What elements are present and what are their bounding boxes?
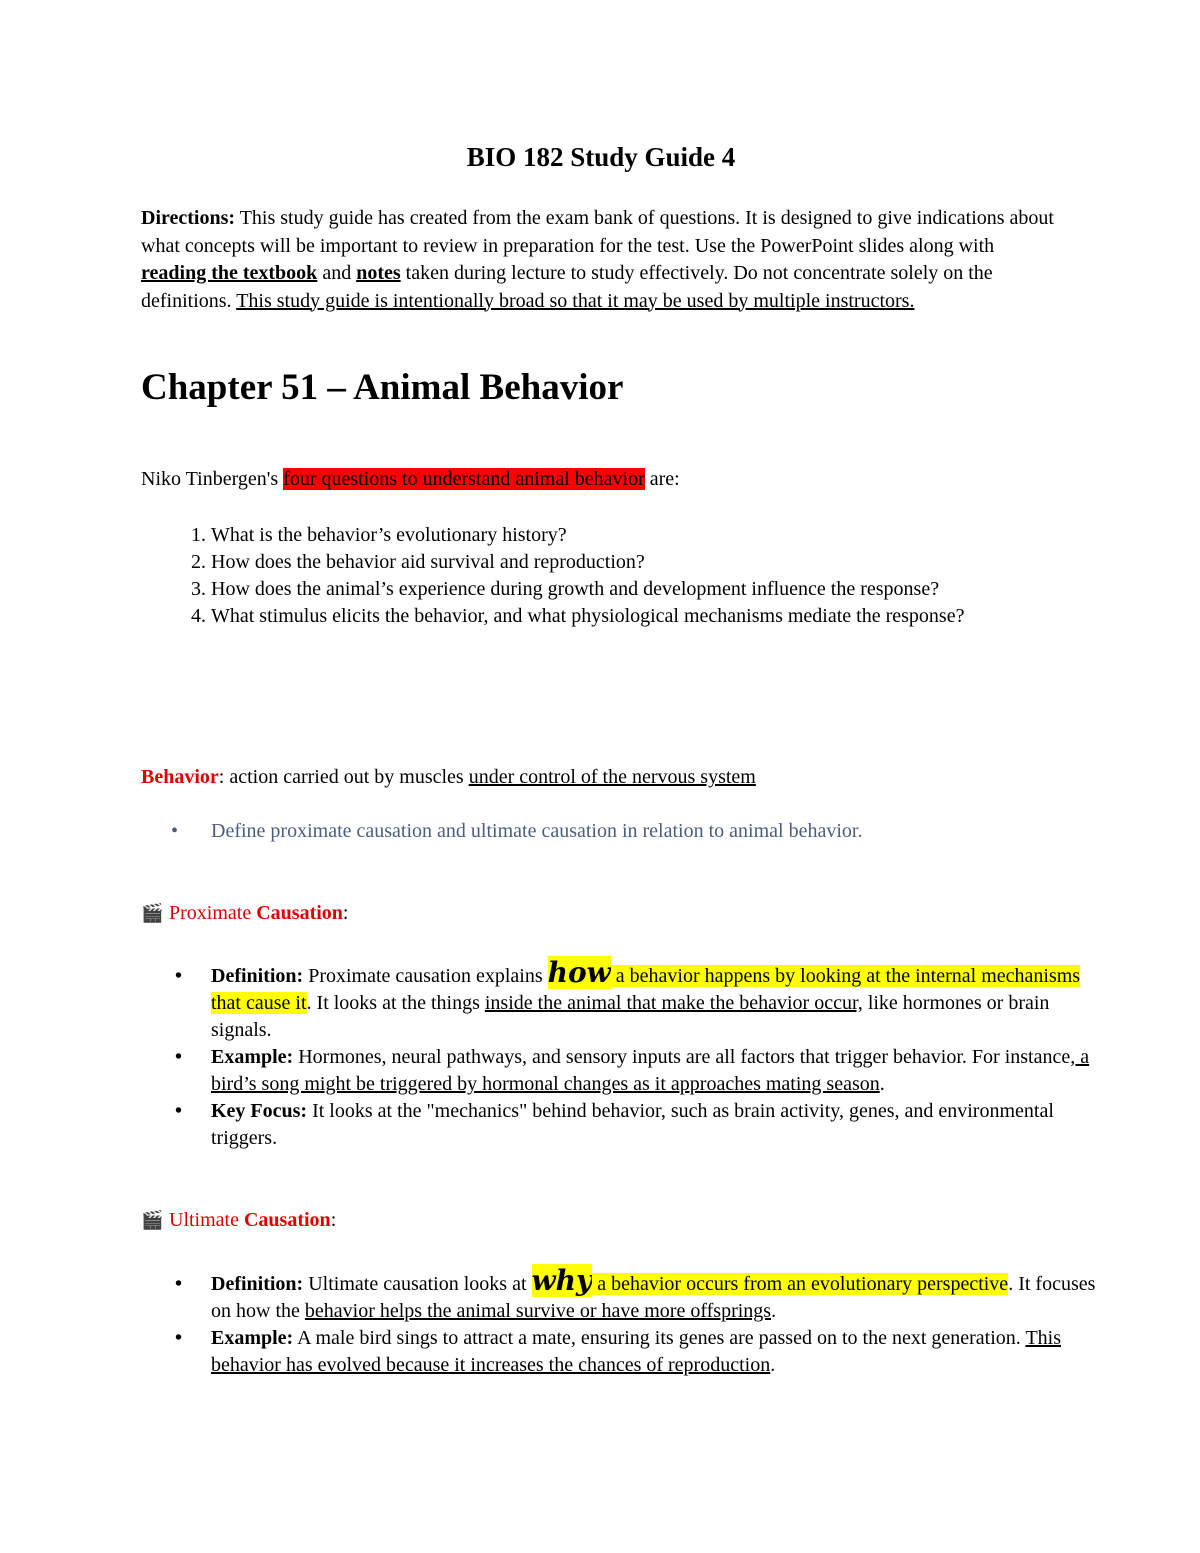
- example-underlined: This behavior has evolved because it increases the chances of reproduction: [211, 1327, 1061, 1376]
- intro-highlight: four questions to understand animal behavior: [283, 468, 645, 490]
- list-item: [175, 1264, 1111, 1325]
- bullet-icon: •: [175, 1327, 183, 1349]
- list-item: [175, 1098, 1111, 1152]
- directions-label: Directions:: [141, 207, 236, 229]
- key-focus-label: Key Focus:: [211, 1100, 308, 1122]
- ultimate-colon: :: [330, 1209, 337, 1231]
- definition-text-b: . It focuses on how the: [211, 1273, 1096, 1322]
- example-label: Example:: [211, 1046, 294, 1068]
- chapter-heading: Chapter 51 – Animal Behavior: [141, 367, 624, 408]
- why-emphasis: why: [531, 1264, 593, 1297]
- ultimate-word: Ultimate: [169, 1209, 239, 1231]
- definition-text-c: .: [771, 1300, 777, 1322]
- list-item: 1. What is the behavior’s evolutionary history?: [211, 522, 1111, 549]
- definition-underlined: inside the animal that make the behavior occur,: [484, 992, 863, 1014]
- clapperboard-icon: 🎬: [141, 903, 164, 923]
- definition-label: Definition:: [211, 965, 304, 987]
- definition-highlight: a behavior occurs from an evolutionary perspective: [592, 1273, 1009, 1295]
- list-item: [175, 1044, 1111, 1098]
- clapperboard-icon: 🎬: [141, 1210, 164, 1230]
- proximate-causation-word: Causation: [256, 902, 343, 924]
- example-text: A male bird sings to attract a mate, ensuring its genes are passed on to the next generation.: [293, 1327, 1026, 1349]
- objective-text: Define proximate causation and ultimate causation in relation to animal behavior.: [211, 820, 863, 842]
- reading-textbook-emphasis: reading the textbook: [141, 262, 318, 284]
- ultimate-list: [141, 1264, 1111, 1379]
- ultimate-heading: [141, 1209, 336, 1232]
- bullet-icon: •: [175, 965, 183, 987]
- tinbergen-intro: [141, 468, 680, 491]
- proximate-list: [141, 956, 1111, 1152]
- tinbergen-questions-list: [141, 522, 1111, 630]
- proximate-word: Proximate: [169, 902, 252, 924]
- bullet-icon: •: [175, 1046, 183, 1068]
- list-item: 3. How does the animal’s experience during growth and development influence the response?: [211, 576, 1111, 603]
- behavior-text: : action carried out by muscles: [218, 766, 469, 788]
- definition-text: Proximate causation explains: [303, 965, 548, 987]
- intro-after: are:: [644, 468, 680, 490]
- learning-objective: [171, 820, 862, 843]
- directions-underlined-note: This study guide is intentionally broad so that it may be used by multiple instructors.: [236, 289, 915, 312]
- example-text: Hormones, neural pathways, and sensory inputs are all factors that trigger behavior. For instance: [293, 1046, 1071, 1068]
- notes-emphasis: notes: [356, 262, 401, 284]
- definition-text-b: . It looks at the things: [306, 992, 485, 1014]
- list-item: 4. What stimulus elicits the behavior, and what physiological mechanisms mediate the response?: [211, 603, 1111, 630]
- bullet-icon: •: [175, 1100, 183, 1122]
- behavior-definition: [141, 766, 756, 789]
- list-item: [175, 1325, 1111, 1379]
- example-text-b: .: [770, 1354, 776, 1376]
- how-emphasis: how: [547, 956, 611, 989]
- definition-text: Ultimate causation looks at: [303, 1273, 532, 1295]
- document-title: BIO 182 Study Guide 4: [466, 142, 736, 172]
- behavior-underlined: under control of the nervous system: [468, 766, 756, 788]
- behavior-term: Behavior: [141, 766, 219, 788]
- proximate-colon: :: [342, 902, 349, 924]
- list-item: [175, 956, 1111, 1044]
- definition-underlined: behavior helps the animal survive or have more offsprings: [304, 1300, 772, 1322]
- definition-highlight: a behavior happens by looking at the internal mechanisms that cause it: [211, 965, 1081, 1014]
- intro-before: Niko Tinbergen's: [141, 468, 284, 490]
- directions-text-1: This study guide has created from the exam bank of questions. It is designed to give indications about what concepts will be important to review in preparation for the test. Use the PowerPoint slides along with: [141, 207, 1054, 257]
- key-focus-text: It looks at the "mechanics" behind behavior, such as brain activity, genes, and environmental triggers.: [211, 1100, 1054, 1149]
- bullet-icon: •: [171, 820, 179, 842]
- bullet-icon: •: [175, 1273, 183, 1295]
- directions-text-3: taken during lecture to study effectively. Do not concentrate solely on the definitions.: [141, 262, 993, 312]
- definition-label: Definition:: [211, 1273, 304, 1295]
- directions-text-2: and: [317, 262, 357, 284]
- ultimate-causation-word: Causation: [243, 1209, 331, 1231]
- proximate-heading: [141, 902, 348, 925]
- example-text-b: .: [879, 1073, 885, 1095]
- definition-text-c: like hormones or brain signals.: [211, 992, 1050, 1041]
- directions-paragraph: [141, 205, 1061, 315]
- list-item: 2. How does the behavior aid survival and reproduction?: [211, 549, 1111, 576]
- example-underlined: , a bird’s song might be triggered by hormonal changes as it approaches mating season: [211, 1046, 1090, 1095]
- example-label: Example:: [211, 1327, 294, 1349]
